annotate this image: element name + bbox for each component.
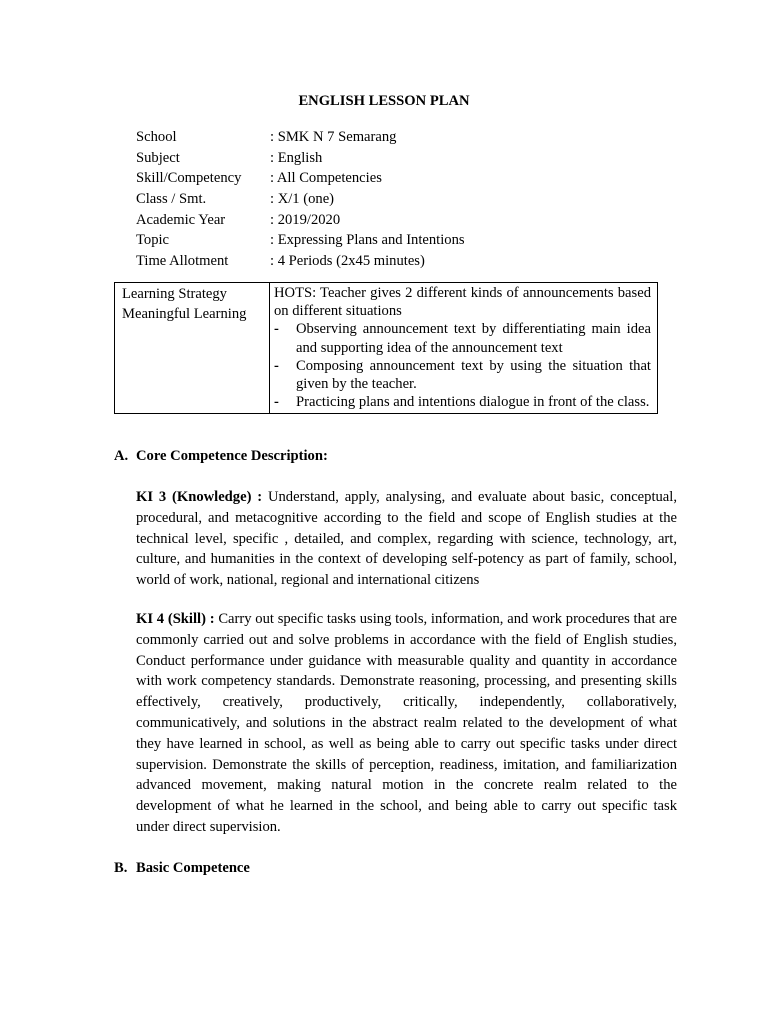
info-row-topic: [136, 230, 465, 251]
section-letter: B.: [114, 860, 128, 876]
bullet-marker: -: [274, 321, 279, 338]
bullet-text: Composing announcement text by using the situation that given by the teacher.: [296, 357, 651, 393]
strategy-content-cell: [270, 283, 657, 413]
info-value: : Expressing Plans and Intentions: [270, 232, 465, 249]
info-label: Academic Year: [136, 211, 226, 228]
bullet-text: Practicing plans and intentions dialogue in front of the class.: [296, 394, 650, 411]
section-title: Basic Competence: [136, 860, 250, 876]
bullet-item: [274, 320, 651, 356]
hots-text: HOTS: Teacher gives 2 different kinds of announcements based on different situations: [274, 285, 651, 320]
info-row-skill: [136, 168, 465, 189]
strategy-label: Learning Strategy: [122, 286, 227, 302]
info-label: Time Allotment: [136, 253, 229, 270]
section-a-heading: [114, 448, 328, 465]
info-value: : X/1 (one): [270, 191, 335, 208]
info-row-time-allotment: [136, 251, 465, 272]
info-value: : All Competencies: [270, 170, 382, 187]
info-row-class: [136, 189, 465, 210]
ki3-label: KI 3 (Knowledge) :: [136, 489, 263, 505]
bullet-marker: -: [274, 394, 279, 411]
ki3-text: Understand, apply, analysing, and evaluate about basic, conceptual, procedural, and metacognitive according to the field and scope of English studies at the technical level, specific , detailed, and complex, regarding with science, technology, art, culture, and humanities in the context of developing self-potency as part of family, school, world of work, national, regional and international citizens: [136, 489, 677, 589]
strategy-sublabel: Meaningful Learning: [122, 305, 247, 322]
bullet-item: [274, 393, 651, 411]
bullet-item: [274, 357, 651, 393]
section-title: Core Competence Description:: [136, 448, 328, 464]
info-list: [136, 127, 465, 272]
info-row-subject: [136, 148, 465, 169]
document-title: ENGLISH LESSON PLAN: [298, 93, 470, 109]
info-label: Skill/Competency: [136, 170, 242, 187]
bullet-text: Observing announcement text by differentiating main idea and supporting idea of the announcement text: [296, 321, 651, 356]
ki4-label: KI 4 (Skill) :: [136, 611, 215, 627]
info-label: School: [136, 129, 177, 145]
section-b-heading: [114, 860, 250, 877]
info-value: : English: [270, 149, 323, 166]
ki4-paragraph: [136, 609, 677, 838]
info-value: : 4 Periods (2x45 minutes): [270, 253, 425, 270]
info-row-academic-year: [136, 210, 465, 231]
info-value: : SMK N 7 Semarang: [270, 129, 397, 145]
info-label: Topic: [136, 232, 170, 249]
info-value: : 2019/2020: [270, 211, 341, 228]
info-label: Subject: [136, 149, 180, 166]
strategy-table: [114, 282, 658, 414]
bullet-marker: -: [274, 357, 279, 374]
info-label: Class / Smt.: [136, 191, 207, 208]
info-row-school: [136, 127, 465, 148]
section-letter: A.: [114, 448, 129, 464]
ki3-paragraph: [136, 487, 677, 591]
ki4-text: Carry out specific tasks using tools, information, and work procedures that are commonly carried out and solve problems in accordance with the field of English studies, Conduct performance under guidance with measurable quality and quantity in accordance with work competency standards. Demonstrate reasoning, processing, and presenting skills effectively, creatively, productively, critically, independently, collaboratively, communicatively, and solutions in the abstract realm related to the development of what they have learned in school, as well as being able to carry out specific tasks under direct supervision. Demonstrate the skills of perception, readiness, imitation, and familiarization advanced movement, making natural motion in the concrete realm related to the development of what he learned in the school, and being able to carry out specific task under direct supervision.: [136, 611, 677, 835]
strategy-label-cell: [115, 283, 270, 413]
